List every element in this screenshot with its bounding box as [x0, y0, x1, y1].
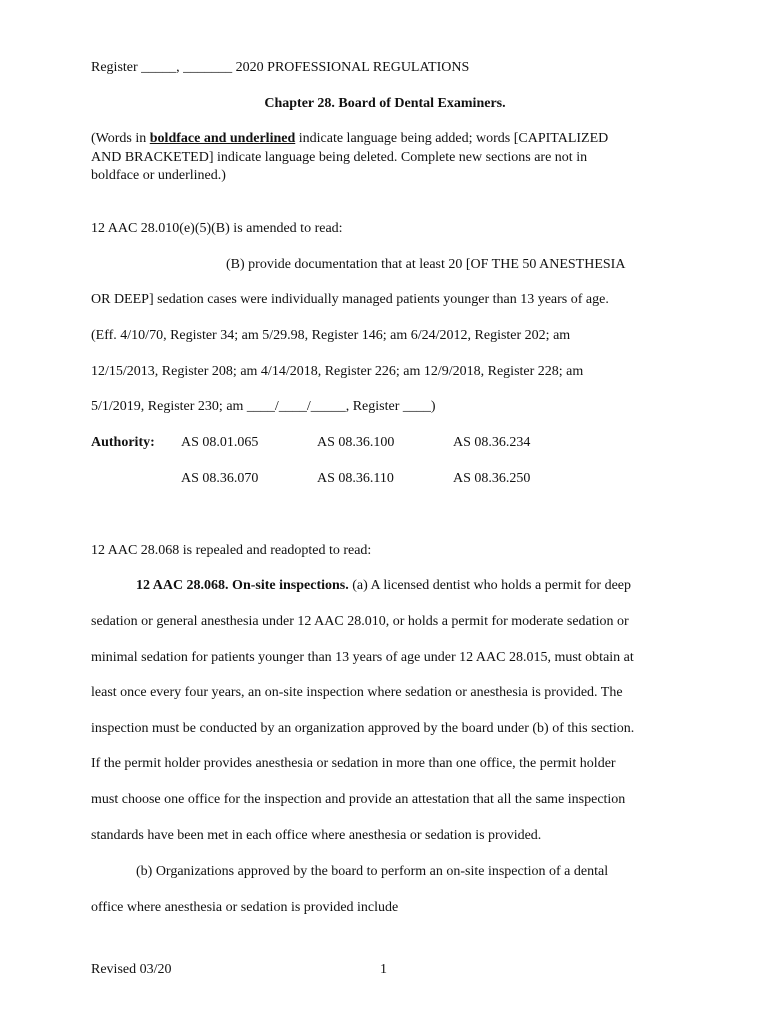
paragraph-b-line-2: office where anesthesia or sedation is provided include [91, 900, 399, 915]
section-paragraph-a-line-1 [136, 577, 631, 595]
authority-citation: AS 08.36.070 [181, 471, 259, 486]
history-note-line-3: 5/1/2019, Register 230; am ____/____/_____, Register ____) [91, 399, 436, 414]
authority-citation: AS 08.36.234 [453, 435, 531, 450]
paragraph-a-line-8: standards have been met in each office where anesthesia or sedation is provided. [91, 828, 542, 843]
paragraph-a-line-1-rest: (a) A licensed dentist who holds a permit for deep [348, 578, 631, 593]
notice-bold-underlined: boldface and underlined [149, 131, 296, 146]
paragraph-a-line-6: If the permit holder provides anesthesia or sedation in more than one office, the permit holder [91, 756, 616, 771]
amendment-intro: 12 AAC 28.010(e)(5)(B) is amended to read: [91, 221, 343, 236]
paragraph-b-line-1: (b) Organizations approved by the board to perform an on-site inspection of a dental [136, 864, 609, 879]
paragraph-a-line-4: least once every four years, an on-site inspection where sedation or anesthesia is provided. The [91, 685, 623, 700]
authority-citation: AS 08.01.065 [181, 435, 259, 450]
authority-citation: AS 08.36.110 [317, 471, 394, 486]
notice-line-2: AND BRACKETED] indicate language being deleted. Complete new sections are not in [91, 150, 588, 165]
amendment-text-line-2: OR DEEP] sedation cases were individually managed patients younger than 13 years of age. [91, 292, 609, 307]
notice-line-1 [91, 130, 608, 148]
footer-revised: Revised 03/20 [91, 962, 172, 977]
chapter-title: Chapter 28. Board of Dental Examiners. [264, 96, 506, 111]
section-heading: 12 AAC 28.068. On-site inspections. [136, 578, 349, 593]
history-note-line-1: (Eff. 4/10/70, Register 34; am 5/29.98, Register 146; am 6/24/2012, Register 202; am [91, 328, 571, 343]
authority-citation: AS 08.36.250 [453, 471, 531, 486]
register-line: Register _____, _______ 2020 PROFESSIONAL REGULATIONS [91, 60, 470, 75]
paragraph-a-line-3: minimal sedation for patients younger than 13 years of age under 12 AAC 28.015, must obtain at [91, 650, 634, 665]
notice-line-1-rest: indicate language being added; words [CAPITALIZED [295, 131, 609, 146]
history-note-line-2: 12/15/2013, Register 208; am 4/14/2018, Register 226; am 12/9/2018, Register 228; am [91, 364, 584, 379]
authority-citation: AS 08.36.100 [317, 435, 395, 450]
paragraph-a-line-7: must choose one office for the inspection and provide an attestation that all the same inspection [91, 792, 626, 807]
paragraph-a-line-5: inspection must be conducted by an organization approved by the board under (b) of this section. [91, 721, 635, 736]
notice-open: (Words in [91, 131, 150, 146]
amendment-text-line-1: (B) provide documentation that at least 20 [OF THE 50 ANESTHESIA [226, 257, 626, 272]
readoption-intro: 12 AAC 28.068 is repealed and readopted to read: [91, 543, 372, 558]
authority-label: Authority: [91, 435, 155, 450]
paragraph-a-line-2: sedation or general anesthesia under 12 AAC 28.010, or holds a permit for moderate sedation or [91, 614, 629, 629]
notice-line-3: boldface or underlined.) [91, 168, 226, 183]
page-number: 1 [380, 962, 387, 977]
